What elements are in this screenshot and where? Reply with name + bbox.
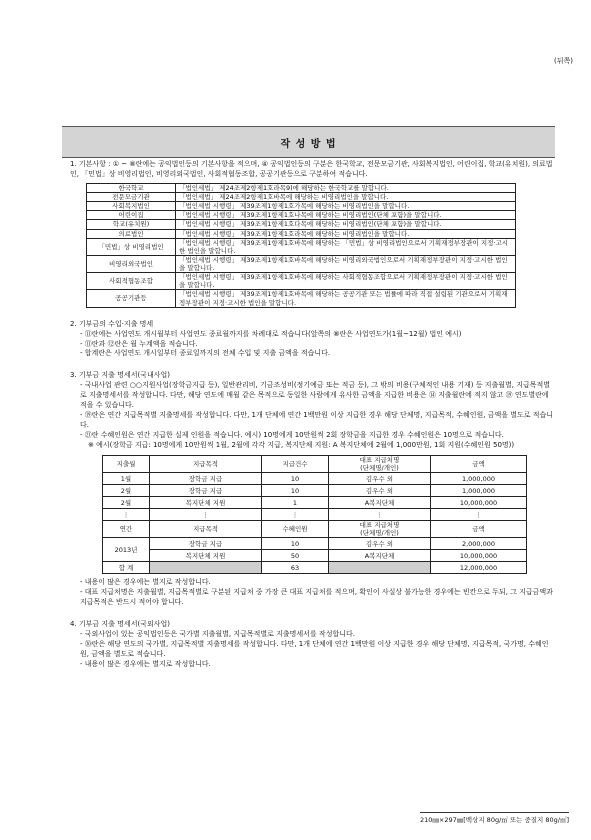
table-cell: ⋮ xyxy=(150,509,262,521)
example-table xyxy=(102,455,527,575)
table-cell: 김우수 외 xyxy=(329,485,431,497)
table-cell: 2월 xyxy=(103,497,150,509)
table-cell: 1,000,000 xyxy=(431,473,527,485)
column-header: 지급목적 xyxy=(150,455,262,472)
table-cell: 50 xyxy=(262,550,329,562)
instruction-item: - ㉑란 수혜인원은 연간 지급한 실제 인원을 적습니다. 예시) 10명에게 10만원씩 2회 장학금을 지급한 경우 수혜인원은 10명으로 적습니다. xyxy=(80,431,504,439)
table-cell: 1,000,000 xyxy=(431,485,527,497)
section-heading: 4. 기부금 지출 명세서(국외사업) xyxy=(70,620,170,629)
table-cell: 장학금 지급 xyxy=(150,485,262,497)
entity-type: 의료법인 xyxy=(87,229,176,238)
table-cell: 2월 xyxy=(103,485,150,497)
table-cell: 김우수 외 xyxy=(329,538,431,550)
entity-description: 「법인세법 시행령」 제39조제1항제1호바목에 해당하는 비영리외국법인으로서 기획재정부장관이 지정·고시한 법인을 말합니다. xyxy=(176,255,516,272)
instruction-item: - 내용이 많은 경우에는 별지로 작성합니다. xyxy=(80,578,211,587)
entity-type: 비영리외국법인 xyxy=(87,255,176,272)
example-note: ※ 예시(장학금 지급: 10명에게 10만원씩 1월, 2월에 각각 지급, 복지단체 지원: A 복지단체에 2월에 1,000만원, 1회 지원(수혜인원 50명)) xyxy=(88,440,515,449)
table-cell: ⋮ xyxy=(329,509,431,521)
section-domestic xyxy=(70,371,555,608)
total-count: 63 xyxy=(262,562,329,574)
table-cell: 김우수 외 xyxy=(329,473,431,485)
entity-type: 전문모금기관 xyxy=(87,193,176,202)
table-total-row xyxy=(103,562,527,574)
entity-description: 「법인세법 시행령」 제39조제1항제1호바목에 해당하는 「민법」상 비영리법인으로서 기획재정부장관이 지정·고시한 법인을 말합니다. xyxy=(176,238,516,255)
table-cell: 2,000,000 xyxy=(431,538,527,550)
entity-description: 「법인세법 시행령」 제39조제1항제1호바목에 해당하는 사회적협동조합으로서 기획재정부장관이 지정·고시한 법인을 말합니다. xyxy=(176,273,516,290)
table-cell: 장학금 지급 xyxy=(150,473,262,485)
section-overseas xyxy=(70,620,555,670)
table-row xyxy=(87,220,516,229)
entity-type: 사회적협동조합 xyxy=(87,273,176,290)
table-cell: 복지단체 지원 xyxy=(150,497,262,509)
instruction-item: - ⑪란에는 사업연도 개시월부터 사업연도 종료월까지를 차례대로 적습니다(앞쪽의 ⑧란은 사업연도가(1월~12월) 법인 예시) xyxy=(80,329,462,338)
column-header: 수혜인원 xyxy=(262,521,329,538)
table-row xyxy=(103,473,527,485)
section-heading: 3. 기부금 지출 명세서(국내사업) xyxy=(70,371,170,380)
table-cell: ⋮ xyxy=(103,509,150,521)
table-cell: ⋮ xyxy=(262,509,329,521)
column-header: 금액 xyxy=(431,521,527,538)
page-side-note: (뒤쪽) xyxy=(554,57,573,65)
table-cell: A복지단체 xyxy=(329,550,431,562)
table-row xyxy=(87,202,516,211)
instruction-item: - ⑪란과 ⑫란은 월 누계액을 적습니다. xyxy=(80,339,198,348)
section-heading: 2. 기부금의 수입·지출 명세 xyxy=(70,319,154,328)
table-cell: 10 xyxy=(262,485,329,497)
table-cell: 복지단체 지원 xyxy=(150,550,262,562)
entity-type: 학교(유치원) xyxy=(87,220,176,229)
entity-type: 공공기관등 xyxy=(87,290,176,307)
table-row xyxy=(87,255,516,272)
instructions-body xyxy=(70,160,555,670)
table-row xyxy=(87,238,516,255)
table-cell: 10 xyxy=(262,538,329,550)
entity-description: 「법인세법 시행령」 제39조제1항제1호가목에 해당하는 비영리법인을 말합니다. xyxy=(176,202,516,211)
instruction-item: - 국내사업 관련 ○○지원사업(장학금지급 등), 일반관리비, 기금조성비(정기예금 또는 적금 등), 그 밖의 비용(구체적인 내용 기재) 등 지출월별, 지급목적별로 지출명세서를 작성합니다. 다만, 해당 연도에 매월 같은 목적으로 동일한 사람에게 유사한 금액을 지급한 비용은 ⑭ 지출월란에 적지 않고 ⑲ 연도별란에 적을 수 있습니다. xyxy=(80,381,551,410)
column-header: 대표 지급처명 (단체명/개인) xyxy=(329,521,431,538)
table-cell: 1월 xyxy=(103,473,150,485)
column-header: 지급건수 xyxy=(262,455,329,472)
table-row xyxy=(87,183,516,192)
table-row xyxy=(103,485,527,497)
column-header: 대표 지급처명 (단체명/개인) xyxy=(329,455,431,472)
column-header: 연간 xyxy=(103,521,150,538)
instruction-item: - 대표 지급처명은 지출월별, 지급목적별로 구분된 지급처 중 가장 큰 대표 지급처를 적으며, 확인이 사실상 불가능한 경우에는 빈칸으로 두되, 그 지급금액과 지급목적은 반드시 적어야 합니다. xyxy=(80,588,553,607)
entity-description: 「법인세법」 제24조제2항제1호바목에 해당하는 비영리법인을 말합니다. xyxy=(176,193,516,202)
table-row xyxy=(103,538,527,550)
table-cell: 10,000,000 xyxy=(431,497,527,509)
table-cell xyxy=(150,562,262,574)
table-header-row xyxy=(103,521,527,538)
table-row xyxy=(87,290,516,307)
table-cell: 장학금 지급 xyxy=(150,538,262,550)
table-row xyxy=(103,509,527,521)
table-cell xyxy=(329,562,431,574)
column-header: 금액 xyxy=(431,455,527,472)
entity-type: 사회복지법인 xyxy=(87,202,176,211)
entity-type: 한국학교 xyxy=(87,183,176,192)
table-row xyxy=(87,273,516,290)
entity-type: 어린이집 xyxy=(87,211,176,220)
table-cell: 1 xyxy=(262,497,329,509)
entity-description: 「법인세법 시행령」 제39조제1항제1호바목에 해당하는 공공기관 또는 법률에 따라 직접 설립된 기관으로서 기획재정부장관이 지정·고시한 법인을 말합니다. xyxy=(176,290,516,307)
table-header-row xyxy=(103,455,527,472)
table-cell: ⋮ xyxy=(431,509,527,521)
entity-description: 「법인세법 시행령」 제39조제1항제1호다목에 해당하는 비영리법인(단체 포함)을 말합니다. xyxy=(176,220,516,229)
total-label: 합 계 xyxy=(103,562,150,574)
section-basic-text: 1. 기본사항 : ① ~ ⑧란에는 공익법인등의 기본사항을 적으며, ④ 공익법인등의 구분은 한국학교, 전문모금기관, 사회복지법인, 어린이집, 학교(유치원), 의료법인, 「민법」상 비영리법인, 비영리외국법인, 사회적협동조합, 공공기관등으로 구분하여 적습니다. xyxy=(70,160,553,178)
entity-type-table xyxy=(86,183,516,308)
instruction-item: - 내용이 많은 경우에는 별지로 작성합니다. xyxy=(80,659,211,668)
instruction-item: - ㉚란은 해당 연도의 국가별, 지급목적별 지출명세를 작성합니다. 다만, 1개 단체에 연간 1백만원 이상 지급한 경우 해당 단체명, 지급목적, 국가명, 수혜인원, 금액을 별도로 적습니다. xyxy=(80,640,549,658)
column-header: 지출월 xyxy=(103,455,150,472)
instruction-item: - ⑲란은 연간 지급목적별 지출명세를 작성합니다. 다만, 1개 단체에 연간 1백만원 이상 지급한 경우 해당 단체명, 지급목적, 수혜인원, 금액을 별도로 적습니다. xyxy=(80,411,554,430)
table-row xyxy=(87,229,516,238)
table-row xyxy=(103,497,527,509)
table-row xyxy=(87,193,516,202)
entity-description: 「법인세법 시행령」 제39조제1항제1호라목에 해당하는 비영리법인을 말합니다. xyxy=(176,229,516,238)
table-cell: A복지단체 xyxy=(329,497,431,509)
instruction-item: - 국외사업이 있는 공익법인등은 국가별 지출월별, 지급목적별로 지출명세서를 작성합니다. xyxy=(80,630,355,639)
section-basic xyxy=(70,160,555,308)
annual-year-cell: 2013년 xyxy=(103,538,150,562)
entity-type: 「민법」상 비영리법인 xyxy=(87,238,176,255)
entity-description: 「법인세법 시행령」 제39조제1항제1호나목에 해당하는 비영리법인(단체 포함)을 말합니다. xyxy=(176,211,516,220)
page-title: 작 성 방 법 xyxy=(280,138,337,150)
section-title-bar xyxy=(62,126,555,158)
table-cell: 10 xyxy=(262,473,329,485)
table-row xyxy=(103,550,527,562)
total-amount: 12,000,000 xyxy=(431,562,527,574)
section-income-expense xyxy=(70,320,555,360)
instruction-item: - 합계란은 사업연도 개시일부터 종료일까지의 전체 수입 및 지출 금액을 적습니다. xyxy=(80,349,331,358)
table-row xyxy=(87,211,516,220)
table-cell: 10,000,000 xyxy=(431,550,527,562)
paper-size-footer: 210㎜×297㎜[백상지 80g/㎡ 또는 중질지 80g/㎡] xyxy=(420,812,569,824)
entity-description: 「법인세법」 제24조제2항제1호라목9)에 해당하는 한국학교를 말합니다. xyxy=(176,183,516,192)
column-header: 지급목적 xyxy=(150,521,262,538)
